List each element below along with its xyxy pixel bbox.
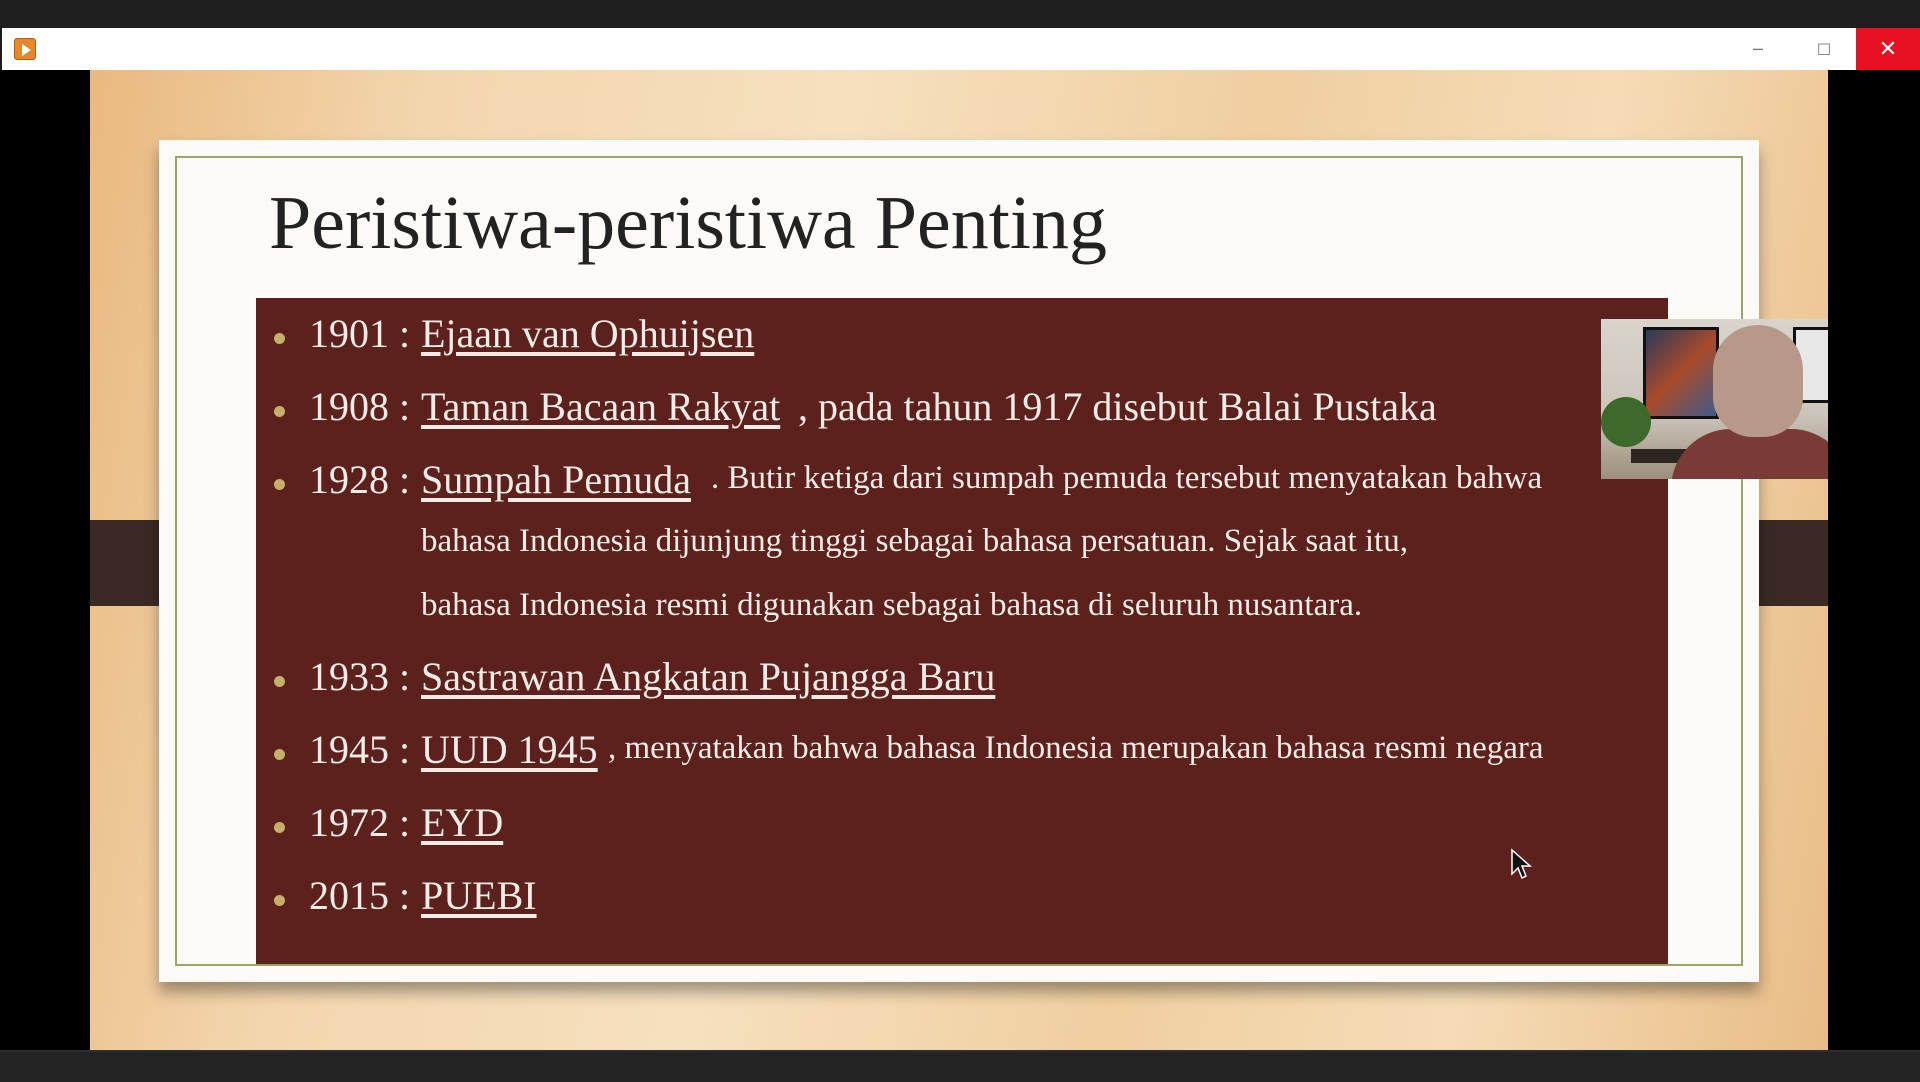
event-year: 1945 : <box>309 727 411 772</box>
video-stage <box>0 70 1920 1050</box>
participant-face <box>1713 325 1803 437</box>
event-term: Sumpah Pemuda <box>421 457 691 502</box>
event-term: Sastrawan Angkatan Pujangga Baru <box>421 654 996 699</box>
event-year: 1972 : <box>309 800 411 845</box>
bullet-icon <box>274 406 285 417</box>
event-term: Ejaan van Ophuijsen <box>421 311 755 356</box>
bullet-icon <box>274 676 285 687</box>
presentation-slide <box>90 70 1828 1050</box>
participant-video-icon[interactable] <box>1601 319 1828 479</box>
event-year: 1908 : <box>309 384 411 429</box>
top-strip <box>0 0 1920 28</box>
content-panel <box>256 298 1668 964</box>
window-titlebar[interactable] <box>2 28 1920 70</box>
bullet-icon <box>274 822 285 833</box>
event-year: 1928 : <box>309 457 411 502</box>
bullet-icon <box>274 479 285 490</box>
mouse-pointer-icon <box>1510 848 1532 880</box>
event-description-continued: bahasa Indonesia resmi digunakan sebagai bahasa di seluruh nusantara. <box>421 587 1363 623</box>
event-description: . Butir ketiga dari sumpah pemuda tersebut menyatakan bahwa <box>711 460 1543 496</box>
bullet-icon <box>274 749 285 760</box>
event-description: , menyatakan bahwa bahasa Indonesia merupakan bahasa resmi negara <box>608 730 1544 766</box>
minimize-button[interactable]: ─ <box>1753 39 1763 59</box>
wall-painting <box>1643 327 1719 419</box>
maximize-button[interactable]: ☐ <box>1816 39 1832 59</box>
event-year: 2015 : <box>309 873 411 918</box>
event-term: EYD <box>421 800 504 845</box>
plant <box>1601 397 1651 447</box>
event-year: 1933 : <box>309 654 411 699</box>
event-description: , pada tahun 1917 disebut Balai Pustaka <box>798 384 1437 429</box>
event-description-continued: bahasa Indonesia dijunjung tinggi sebagai bahasa persatuan. Sejak saat itu, <box>421 523 1408 559</box>
event-term: PUEBI <box>421 873 537 918</box>
event-term: UUD 1945 <box>421 727 598 772</box>
slide-title: Peristiwa-peristiwa Penting <box>269 181 1107 265</box>
bottom-strip <box>0 1050 1920 1082</box>
event-term: Taman Bacaan Rakyat <box>421 384 781 429</box>
close-button[interactable]: ✕ <box>1856 28 1920 70</box>
event-year: 1901 : <box>309 311 411 356</box>
bullet-icon <box>274 895 285 906</box>
media-player-icon[interactable] <box>14 38 36 60</box>
bullet-icon <box>274 333 285 344</box>
